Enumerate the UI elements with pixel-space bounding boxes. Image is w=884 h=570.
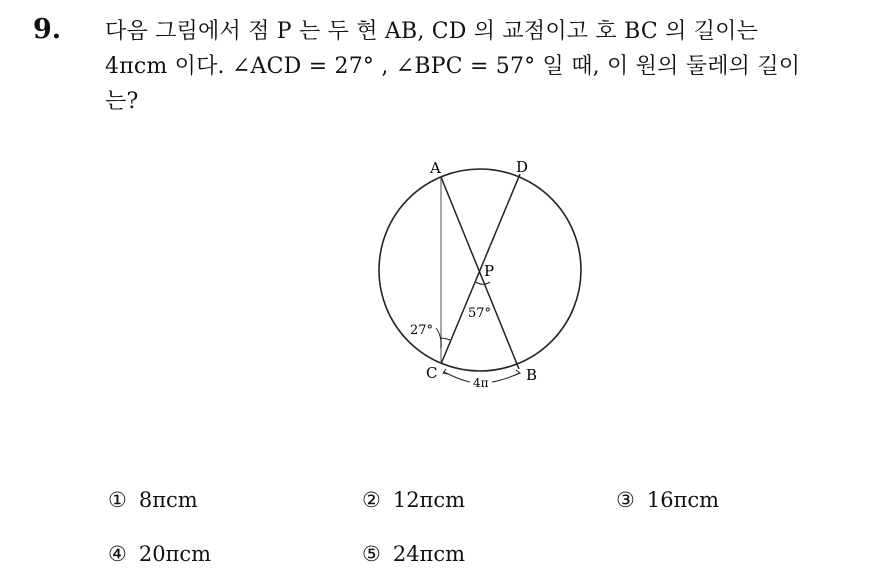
chord-cd [441, 174, 520, 364]
choice-5-text: 24πcm [392, 542, 466, 566]
angle-label-bpc: 57° [468, 306, 492, 321]
question-line-3: 는? [105, 89, 139, 114]
choice-1[interactable] [108, 488, 198, 512]
circle-figure [370, 152, 600, 396]
choice-1-marker: ① [108, 488, 127, 512]
label-p: P [484, 262, 495, 280]
choice-5[interactable] [362, 542, 465, 566]
label-b: B [526, 366, 538, 384]
arc-length-label: 4π [473, 376, 489, 390]
choice-3-text: 16πcm [646, 488, 720, 512]
choice-3-marker: ③ [616, 488, 635, 512]
angle-arc-acd [441, 338, 450, 340]
label-c: C [426, 364, 438, 382]
choice-2[interactable] [362, 488, 465, 512]
geometry-diagram [370, 152, 600, 392]
question-line-1: 다음 그림에서 점 P 는 두 현 AB, CD 의 교점이고 호 BC 의 길이는 [105, 19, 759, 44]
choice-2-text: 12πcm [392, 488, 466, 512]
label-a: A [430, 159, 441, 177]
question-number: 9. [33, 14, 62, 45]
choice-5-marker: ⑤ [362, 542, 381, 566]
question-line-2: 4πcm 이다. ∠ACD = 27° , ∠BPC = 57° 일 때, 이 원의 둘레의 길이 [105, 54, 801, 79]
choice-3[interactable] [616, 488, 719, 512]
arc-arrowhead-right [515, 370, 520, 375]
choice-4-marker: ④ [108, 542, 127, 566]
choice-1-text: 8πcm [138, 488, 198, 512]
choice-4[interactable] [108, 542, 211, 566]
angle-label-acd: 27° [410, 323, 434, 338]
choice-4-text: 20πcm [138, 542, 212, 566]
question-text [105, 14, 865, 119]
choice-2-marker: ② [362, 488, 381, 512]
label-d: D [516, 158, 529, 176]
